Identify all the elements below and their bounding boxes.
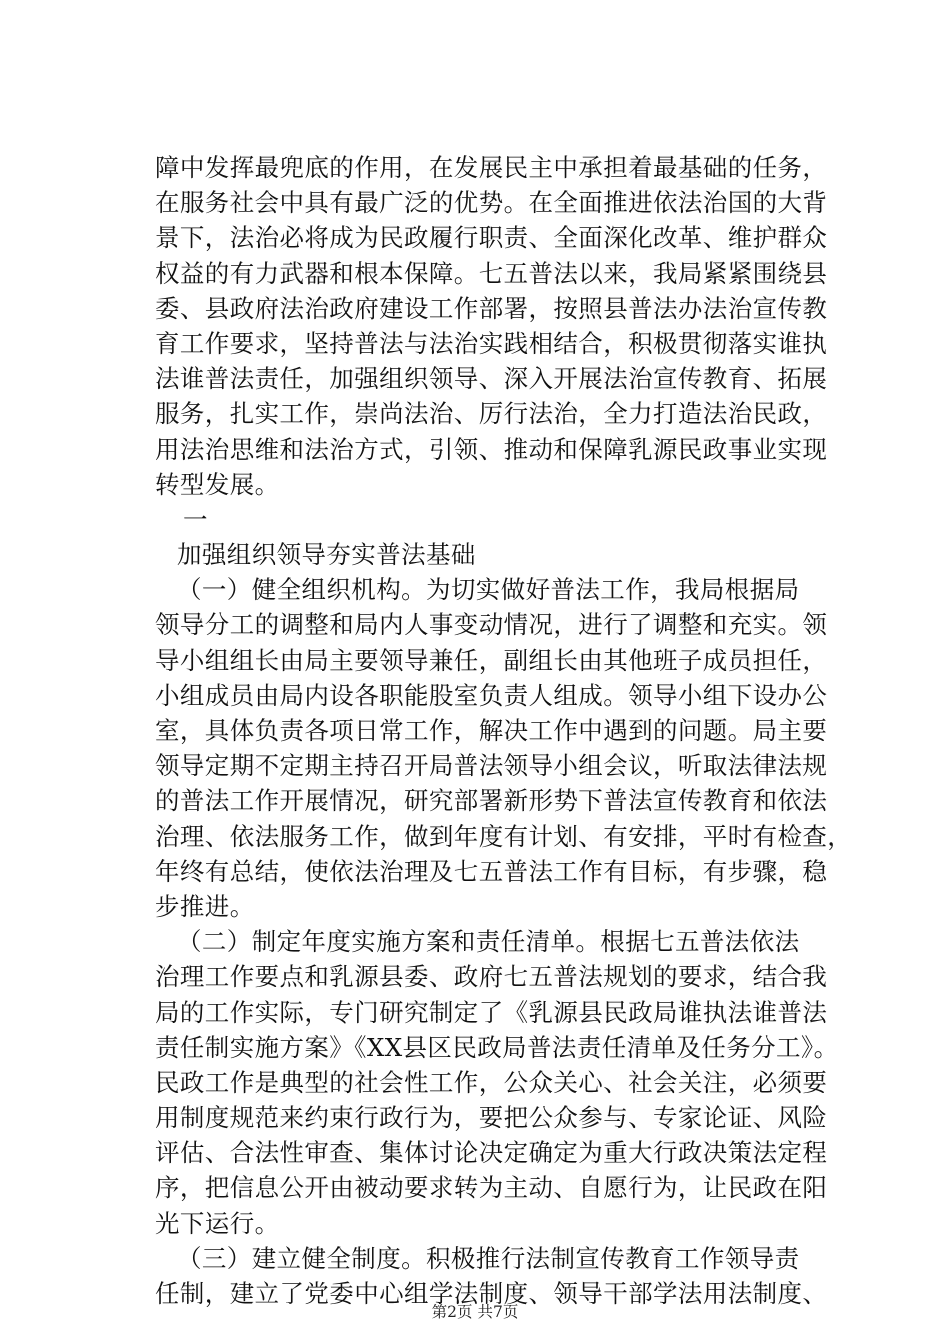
paragraph-line: 室，具体负责各项日常工作，解决工作中遇到的问题。局主要 [155, 716, 828, 745]
paragraph-line: 领导定期不定期主持召开局普法领导小组会议，听取法律法规 [155, 751, 828, 781]
paragraph-line: 民政工作是典型的社会性工作，公众关心、社会关注，必须要 [155, 1067, 828, 1097]
paragraph-line: 服务，扎实工作，崇尚法治、厉行法治，全力打造法治民政， [155, 399, 828, 429]
paragraph-line: 序，把信息公开由被动要求转为主动、自愿行为，让民政在阳 [155, 1173, 828, 1203]
paragraph-line: 转型发展。 [155, 469, 280, 499]
paragraph-line: 导小组组长由局主要领导兼任，副组长由其他班子成员担任， [155, 645, 828, 675]
paragraph-line: 任制，建立了党委中心组学法制度、领导干部学法用法制度、 [155, 1279, 828, 1308]
paragraph-line: 光下运行。 [155, 1208, 280, 1238]
paragraph-line: 的普法工作开展情况，研究部署新形势下普法宣传教育和依法 [155, 786, 828, 816]
paragraph-line: 育工作要求，坚持普法与法治实践相结合，积极贯彻落实谁执 [155, 328, 828, 358]
paragraph-line: 权益的有力武器和根本保障。七五普法以来，我局紧紧围绕县 [155, 258, 828, 288]
section-number: 一 [183, 504, 208, 534]
paragraph-line: （一）健全组织机构。为切实做好普法工作，我局根据局 [177, 575, 800, 605]
paragraph-line: （三）建立健全制度。积极推行法制宣传教育工作领导责 [177, 1243, 800, 1273]
paragraph-line: 在服务社会中具有最广泛的优势。在全面推进依法治国的大背 [155, 188, 828, 218]
paragraph-line: 评估、合法性审查、集体讨论决定确定为重大行政决策法定程 [155, 1138, 828, 1168]
section-heading: 加强组织领导夯实普法基础 [177, 540, 476, 570]
paragraph-line: 步推进。 [155, 891, 255, 921]
paragraph-line: 委、县政府法治政府建设工作部署，按照县普法办法治宣传教 [155, 293, 828, 323]
paragraph-line: 年终有总结，使依法治理及七五普法工作有目标，有步骤，稳 [155, 856, 828, 886]
paragraph-line: 领导分工的调整和局内人事变动情况，进行了调整和充实。领 [155, 610, 828, 640]
paragraph-line: （二）制定年度实施方案和责任清单。根据七五普法依法 [177, 927, 800, 957]
paragraph-line: 小组成员由局内设各职能股室负责人组成。领导小组下设办公 [155, 680, 828, 710]
paragraph-line: 法谁普法责任，加强组织领导、深入开展法治宣传教育、拓展 [155, 364, 828, 394]
document-body [155, 150, 855, 1311]
paragraph-line: 用制度规范来约束行政行为，要把公众参与、专家论证、风险 [155, 1103, 828, 1133]
paragraph-line: 景下，法治必将成为民政履行职责、全面深化改革、维护群众 [155, 223, 828, 253]
paragraph-line: 治理工作要点和乳源县委、政府七五普法规划的要求，结合我 [155, 962, 828, 992]
page-number-footer: 第2页 共7页 [431, 1303, 519, 1321]
paragraph-line: 障中发挥最兜底的作用，在发展民主中承担着最基础的任务， [155, 153, 828, 182]
paragraph-line: 局的工作实际，专门研究制定了《乳源县民政局谁执法谁普法 [155, 997, 828, 1027]
paragraph-line: 治理、依法服务工作，做到年度有计划、有安排，平时有检查， [155, 821, 853, 851]
paragraph-line: 用法治思维和法治方式，引领、推动和保障乳源民政事业实现 [155, 434, 828, 464]
paragraph-line: 责任制实施方案》《XX县区民政局普法责任清单及任务分工》。 [155, 1032, 839, 1062]
